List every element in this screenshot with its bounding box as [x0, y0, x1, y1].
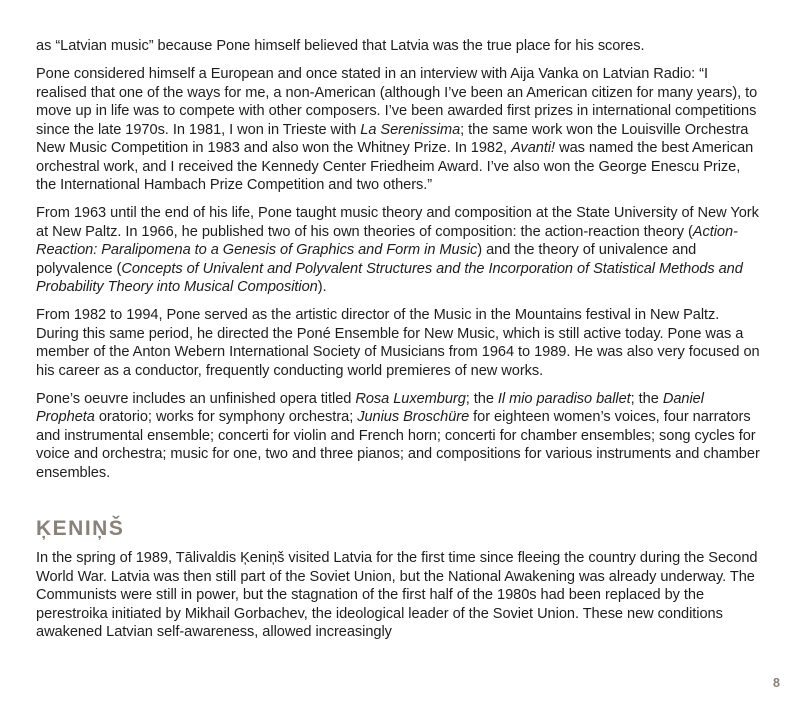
paragraph — [36, 65, 760, 195]
text-run: ; the — [465, 390, 498, 407]
document-page — [36, 37, 760, 651]
italic-title: Avanti! — [511, 140, 556, 156]
italic-title: Il mio paradiso ballet — [497, 390, 631, 407]
text-run: Pone’s oeuvre includes an unfinished opera titled — [36, 390, 356, 407]
text-run: was named the best American orchestral work, and I received the Kennedy Center Friedheim Award. I’ve also won the George Enescu Prize, the International Hambach Prize Competition and two others.” — [36, 140, 754, 193]
text-run: as “Latvian music” because Pone himself believed that Latvia was the true place for his scores. — [36, 38, 645, 54]
paragraph — [36, 390, 760, 483]
italic-title: Concepts of Univalent and Polyvalent Structures and the Incorporation of Statistical Methods and Probability Theory into Musical Composition — [36, 260, 743, 295]
paragraph — [36, 306, 760, 380]
section-heading: ĶENIŅŠ — [36, 517, 125, 540]
text-run: ; the — [630, 390, 663, 407]
text-run: From 1982 to 1994, Pone served as the artistic director of the Music in the Mountains festival in New Paltz. During this same period, he directed the Poné Ensemble for New Music, which is still active today. Pone was a member of the Anton Webern International Society of Musicians from 1964 to 1989. He was also very focused on his career as a conductor, frequently conducting world premieres of new works. — [36, 307, 760, 379]
text-run: oratorio; works for symphony orchestra; — [94, 409, 358, 425]
text-run: ; the same work won the Louisville Orchestra New Music Competition in 1983 and also won the Whitney Prize. In 1982, — [36, 121, 749, 156]
italic-title: Rosa Luxemburg — [355, 390, 466, 407]
text-run: ) and the theory of univalence and polyvalence ( — [36, 242, 697, 277]
italic-title: La Serenissima — [360, 121, 461, 138]
paragraph — [36, 37, 760, 56]
italic-title: Action-Reaction: Paralipomena to a Genesis of Graphics and Form in Music — [36, 223, 738, 258]
text-run: Pone considered himself a European and once stated in an interview with Aija Vanka on Latvian Radio: “I realised that one of the ways for me, a non-American (although I’ve been an American citizen for many years), to move up in life was to compete with other composers. I’ve been awarded first prizes in international competitions since the late 1970s. In 1981, I won in Trieste with — [36, 66, 758, 138]
section-paragraph: In the spring of 1989, Tālivaldis Ķeniņš visited Latvia for the first time since fleeing the country during the Second World War. Latvia was then still part of the Soviet Union, but the National Awakening was already underway. The Communists were still in power, but the stagnation of the first half of the 1980s had been replaced by the perestroika initiated by Mikhail Gorbachev, the ideological leader of the Soviet Union. These new conditions awakened Latvian self-awareness, allowed increasingly — [36, 550, 758, 640]
body-text — [36, 37, 760, 482]
page-number: 8 — [773, 676, 780, 690]
text-run: for eighteen women’s voices, four narrators and instrumental ensemble; concerti for violin and French horn; concerti for chamber ensembles; song cycles for voice and orchestra; music for one, two and three pianos; and compositions for various instruments and chamber ensembles. — [36, 409, 760, 481]
text-run: ). — [317, 279, 327, 295]
italic-title: Daniel Propheta — [36, 390, 704, 425]
paragraph — [36, 204, 760, 297]
text-run: From 1963 until the end of his life, Pone taught music theory and composition at the State University of New York at New Paltz. In 1966, he published two of his own theories of composition: the action-reaction theory ( — [36, 205, 759, 240]
italic-title: Junius Broschüre — [357, 409, 470, 425]
